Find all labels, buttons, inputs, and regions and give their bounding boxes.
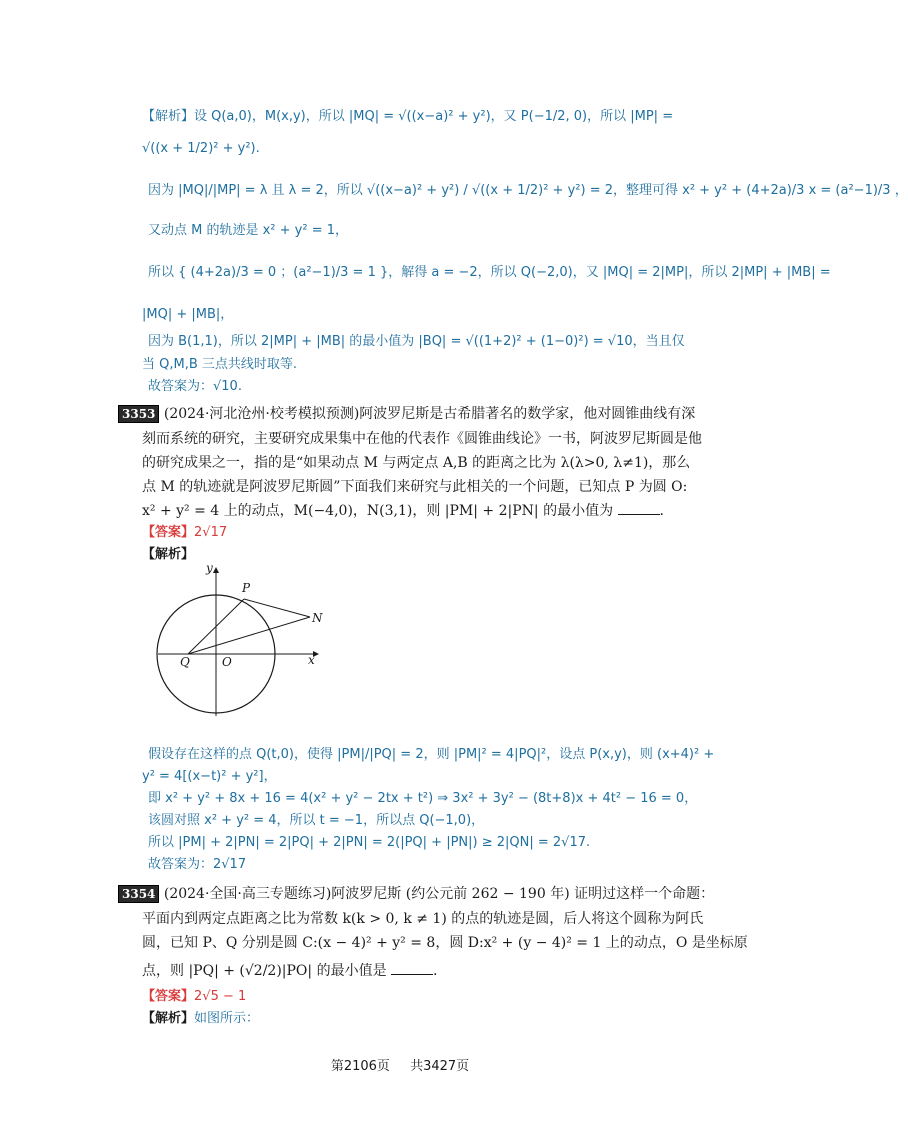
question-line [142, 962, 437, 980]
solution-line: 【解析】设 Q(a,0)，M(x,y)，所以 |MQ| = √((x−a)² + y²)，又 P(−1/2, 0)，所以 |MP| = [142, 109, 674, 124]
solution-line: 因为 B(1,1)，所以 2|MP| + |MB| 的最小值为 |BQ| = √((1+2)² + (1−0)²) = √10，当且仅 [148, 334, 685, 349]
solution-line: 即 x² + y² + 8x + 16 = 4(x² + y² − 2tx + t²) ⇒ 3x² + 3y² − (8t+8)x + 4t² − 16 = 0， [148, 791, 698, 806]
question-line [142, 502, 664, 520]
origin-label: O [222, 655, 232, 669]
point-q-label: Q [180, 655, 190, 669]
solution-line: 当 Q,M,B 三点共线时取等. [142, 357, 298, 372]
page-footer [0, 1055, 800, 1074]
answer-blank [391, 962, 433, 975]
analysis-label: 【解析】 [142, 547, 195, 562]
solution-line: 该圆对照 x² + y² = 4，所以 t = −1，所以点 Q(−1,0)， [148, 813, 485, 828]
analysis-text: 如图所示： [194, 1011, 260, 1026]
question-text: x² + y² = 4 上的动点，M(−4,0)，N(3,1)，则 |PM| + 2|PN| 的最小值为 [142, 503, 614, 519]
analysis-line [142, 1010, 259, 1028]
question-line: 刻而系统的研究，主要研究成果集中在他的代表作《圆锥曲线论》一书，阿波罗尼斯圆是他 [142, 431, 702, 447]
solution-line: 所以 |PM| + 2|PN| = 2|PQ| + 2|PN| = 2(|PQ| + |PN|) ≥ 2|QN| = 2√17. [148, 835, 591, 850]
point-n-label: N [312, 611, 323, 625]
solution-line: 故答案为：√10. [148, 379, 242, 394]
question-line: 的研究成果之一，指的是“如果动点 M 与两定点 A,B 的距离之比为 λ(λ>0, λ≠1)，那么 [142, 455, 691, 471]
question-number: 3354 [118, 885, 159, 903]
answer-value: 2√17 [194, 525, 228, 540]
page-number: 第2106页 [330, 1059, 390, 1074]
question-line: 圆，已知 P、Q 分别是圆 C:(x − 4)² + y² = 8，圆 D:x² + (y − 4)² = 1 上的动点，O 是坐标原 [142, 935, 748, 951]
answer-tag: 【答案】 [142, 525, 195, 540]
segment-pn [244, 599, 310, 617]
answer-tag: 【答案】 [142, 989, 195, 1004]
point-p-label: P [242, 581, 251, 595]
question-text: (2024·河北沧州·校考模拟预测)阿波罗尼斯是古希腊著名的数学家，他对圆锥曲线有深 [163, 406, 696, 422]
answer-blank [618, 502, 660, 515]
solution-line: 又动点 M 的轨迹是 x² + y² = 1， [148, 223, 349, 238]
solution-line: y² = 4[(x−t)² + y²]， [142, 769, 277, 784]
solution-line: 所以 { (4+2a)/3 = 0 ；(a²−1)/3 = 1 }，解得 a = −2，所以 Q(−2,0)，又 |MQ| = 2|MP|，所以 2|MP| + |MB| = [148, 265, 831, 280]
question-text: 点，则 |PQ| + (√2/2)|PO| 的最小值是 [142, 963, 387, 979]
solution-line: 假设存在这样的点 Q(t,0)，使得 |PM|/|PQ| = 2，则 |PM|² = 4|PQ|²，设点 P(x,y)，则 (x+4)² + [148, 747, 715, 762]
solution-line: |MQ| + |MB|， [142, 307, 234, 322]
total-pages: 共3427页 [410, 1059, 470, 1074]
y-axis-label: y [206, 561, 213, 575]
question-line: 点 M 的轨迹就是阿波罗尼斯圆”下面我们来研究与此相关的一个问题，已知点 P 为圆 O: [142, 479, 688, 495]
answer-value: 2√5 − 1 [194, 989, 247, 1004]
question-line: 平面内到两定点距离之比为常数 k(k > 0, k ≠ 1) 的点的轨迹是圆，后人将这个圆称为阿氏 [142, 911, 704, 927]
analysis-label: 【解析】 [142, 1011, 195, 1026]
question-number: 3353 [118, 405, 159, 423]
solution-line: 故答案为：2√17 [148, 857, 247, 872]
solution-line: 因为 |MQ|/|MP| = λ 且 λ = 2，所以 √((x−a)² + y²) / √((x + 1/2)² + y²) = 2，整理可得 x² + y² + (4+2a)/3 x = (a²−1)/3 ， [148, 183, 908, 198]
answer-line [142, 988, 246, 1006]
question-line [118, 885, 714, 903]
answer-line [142, 524, 227, 542]
x-axis-label: x [308, 653, 315, 667]
question-text: . [433, 963, 438, 979]
solution-line: √((x + 1/2)² + y²). [142, 141, 260, 156]
question-line [118, 405, 695, 423]
question-text: (2024·全国·高三专题练习)阿波罗尼斯 (约公元前 262 − 190 年) 证明过这样一个命题： [163, 886, 715, 902]
question-text: . [659, 503, 664, 519]
circle-figure [150, 560, 340, 720]
